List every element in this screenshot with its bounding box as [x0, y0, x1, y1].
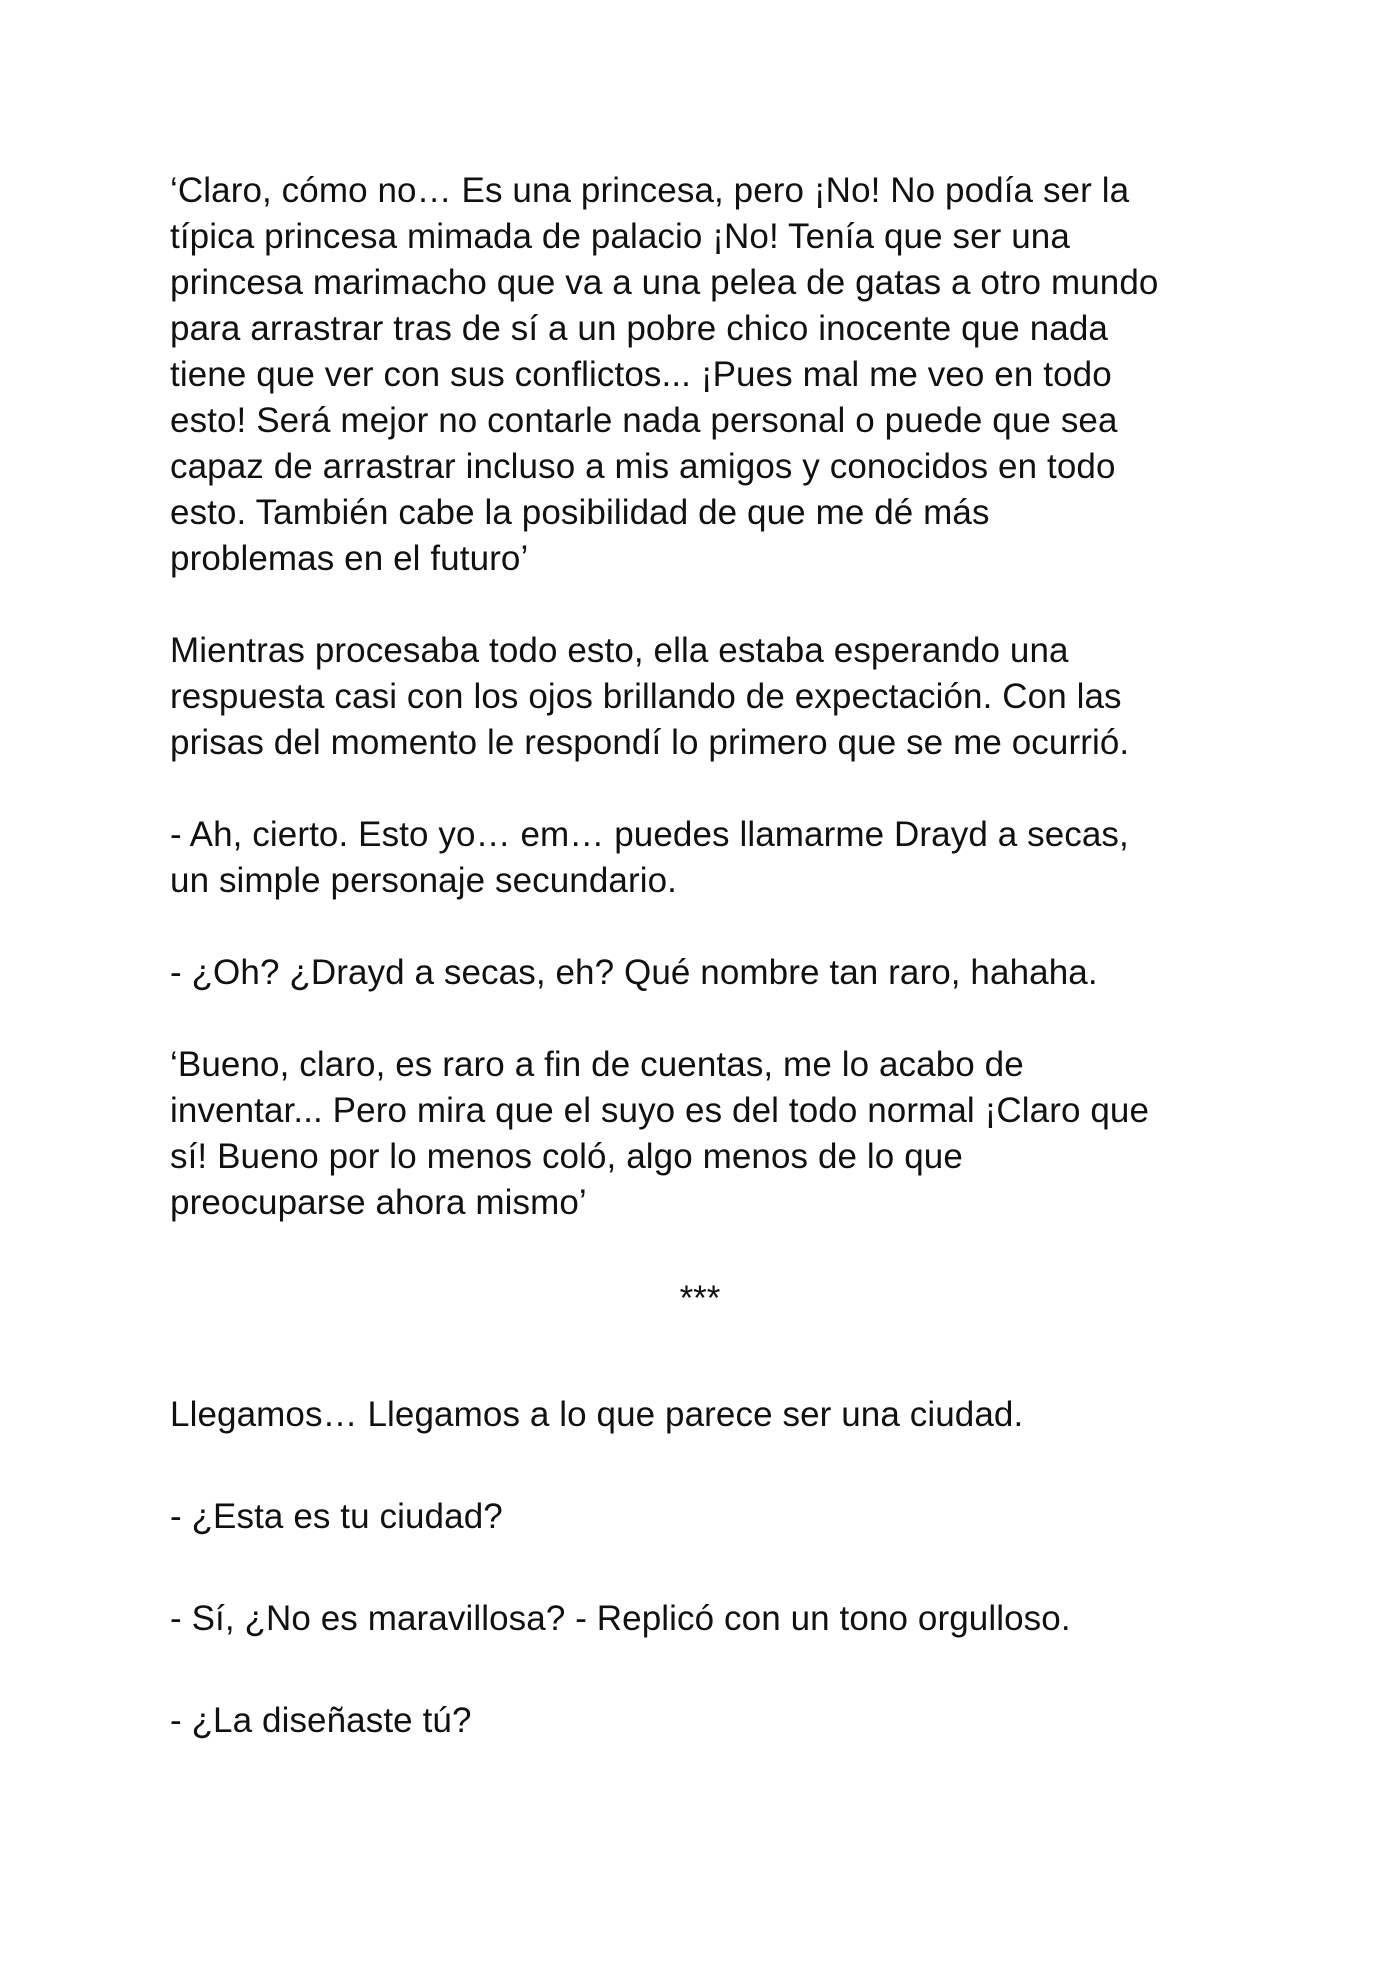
paragraph-8-line-1: - ¿Esta es tu ciudad? — [170, 1497, 503, 1536]
scene-separator: *** — [679, 1279, 721, 1318]
paragraph-3-line-1: - Ah, cierto. Esto yo… em… puedes llamarme Drayd a secas, — [170, 815, 1129, 854]
paragraph-5-line-3: sí! Bueno por lo menos coló, algo menos de lo que — [170, 1137, 963, 1176]
paragraph-1-line-9: problemas en el futuro’ — [170, 539, 529, 578]
paragraph-1-line-5: tiene que ver con sus conflictos... ¡Pues mal me veo en todo — [170, 355, 1112, 394]
paragraph-9-line-1: - Sí, ¿No es maravillosa? - Replicó con un tono orgulloso. — [170, 1599, 1071, 1638]
paragraph-1-line-2: típica princesa mimada de palacio ¡No! Tenía que ser una — [170, 217, 1070, 256]
paragraph-10-line-1: - ¿La diseñaste tú? — [170, 1701, 472, 1740]
paragraph-1-line-6: esto! Será mejor no contarle nada personal o puede que sea — [170, 401, 1118, 440]
paragraph-7-line-1: Llegamos… Llegamos a lo que parece ser una ciudad. — [170, 1395, 1024, 1434]
paragraph-5-line-1: ‘Bueno, claro, es raro a fin de cuentas, me lo acabo de — [170, 1045, 1024, 1084]
paragraph-2-line-1: Mientras procesaba todo esto, ella estaba esperando una — [170, 631, 1069, 670]
paragraph-1-line-3: princesa marimacho que va a una pelea de gatas a otro mundo — [170, 263, 1159, 302]
paragraph-1-line-8: esto. También cabe la posibilidad de que me dé más — [170, 493, 990, 532]
paragraph-3-line-2: un simple personaje secundario. — [170, 861, 678, 900]
paragraph-5-line-4: preocuparse ahora mismo’ — [170, 1183, 587, 1222]
paragraph-2-line-3: prisas del momento le respondí lo primero que se me ocurrió. — [170, 723, 1130, 762]
paragraph-4-line-1: - ¿Oh? ¿Drayd a secas, eh? Qué nombre tan raro, hahaha. — [170, 953, 1098, 992]
paragraph-1-line-7: capaz de arrastrar incluso a mis amigos y conocidos en todo — [170, 447, 1116, 486]
paragraph-5-line-2: inventar... Pero mira que el suyo es del todo normal ¡Claro que — [170, 1091, 1150, 1130]
paragraph-1-line-1: ‘Claro, cómo no… Es una princesa, pero ¡No! No podía ser la — [170, 171, 1130, 210]
paragraph-1-line-4: para arrastrar tras de sí a un pobre chico inocente que nada — [170, 309, 1108, 348]
paragraph-2-line-2: respuesta casi con los ojos brillando de expectación. Con las — [170, 677, 1122, 716]
